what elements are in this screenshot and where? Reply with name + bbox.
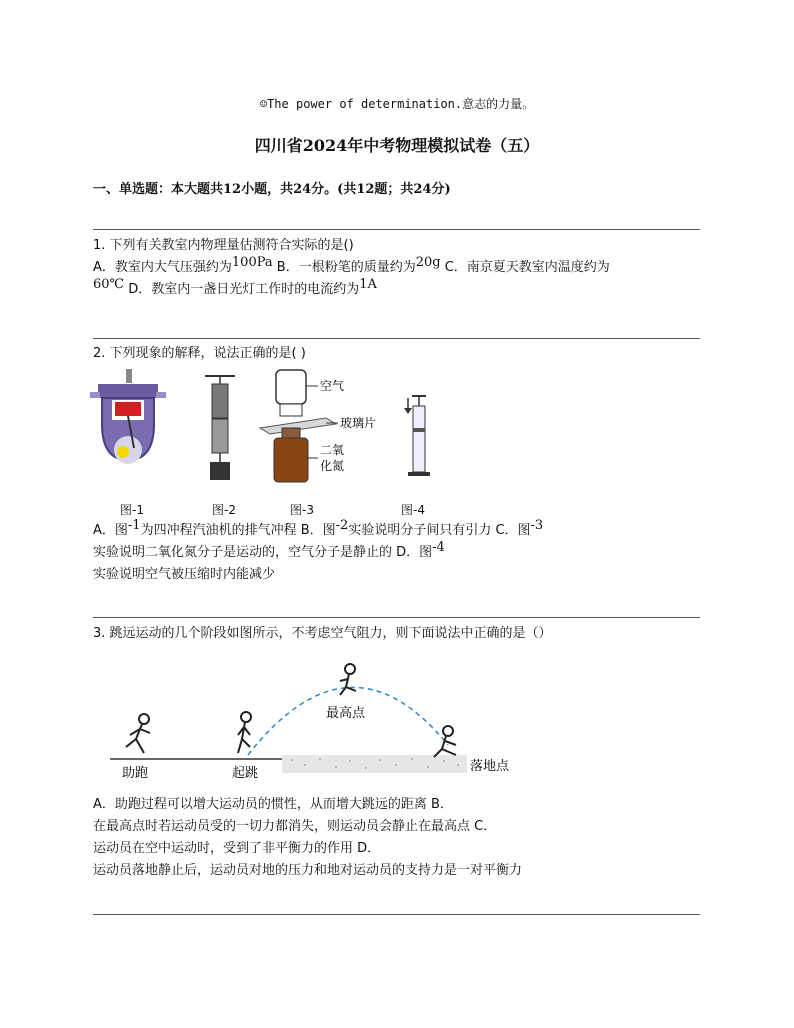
landing-label: 落地点 xyxy=(470,759,510,774)
engine-figure xyxy=(90,369,166,464)
option-b-text: B．一根粉笔的质量约为 xyxy=(272,260,416,275)
divider xyxy=(93,617,700,618)
question-1 xyxy=(93,235,703,301)
landing-figure xyxy=(434,726,456,757)
question-3-options-line-4: 运动员落地静止后，运动员对地的压力和地对运动员的支持力是一对平衡力 xyxy=(93,863,523,878)
run-label: 助跑 xyxy=(122,766,149,781)
trajectory-curve xyxy=(248,687,448,755)
peak-figure xyxy=(340,664,356,695)
question-2-stem: 2. 下列现象的解释，说法正确的是( ) xyxy=(93,346,306,361)
option-c-d-text: 实验说明二氧化氮分子是运动的，空气分子是静止的 D．图 xyxy=(93,545,433,560)
question-3 xyxy=(93,623,703,645)
value-current: 1A xyxy=(359,277,377,292)
fig-ref-4: -4 xyxy=(432,540,445,555)
question-3-options-line-3: 运动员在空中运动时，受到了非平衡力的作用 D． xyxy=(93,841,381,856)
fig-ref-2: -2 xyxy=(335,518,349,533)
page-title: 四川省2024年中考物理模拟试卷（五） xyxy=(254,136,540,155)
figure-3-label: 图-3 xyxy=(290,503,314,517)
question-1-stem: 1. 下列有关教室内物理量估测符合实际的是() xyxy=(93,238,354,253)
gas-diffusion-figure xyxy=(260,370,376,482)
fig-ref-3: -3 xyxy=(530,518,544,533)
motto-header: ☺The power of determination.意志的力量。 xyxy=(259,97,535,111)
question-2-options-line-3: 实验说明空气被压缩时内能减少 xyxy=(93,567,276,582)
question-2-figures xyxy=(90,366,460,496)
glass-plate-label: 玻璃片 xyxy=(340,416,377,430)
divider xyxy=(93,338,700,339)
takeoff-figure xyxy=(238,712,251,753)
question-3-options-line-1: A．助跑过程可以增大运动员的惯性，从而增大跳远的距离 B． xyxy=(93,797,453,812)
option-c-text: C．南京夏天教室内温度约为 xyxy=(440,260,610,275)
question-2-options xyxy=(93,520,703,586)
sand-pit xyxy=(282,755,467,773)
no2-label-line-2: 化氮 xyxy=(320,459,345,473)
compression-syringe-figure xyxy=(404,396,430,476)
takeoff-label: 起跳 xyxy=(232,766,259,781)
question-1-options-line-1 xyxy=(93,257,703,279)
no2-label-line-1: 二氧 xyxy=(320,443,345,457)
question-3-stem: 3. 跳远运动的几个阶段如图所示，不考虑空气阻力，则下面说法中正确的是（） xyxy=(93,626,552,641)
question-2-options-line-2 xyxy=(93,542,703,564)
figure-4-label: 图-4 xyxy=(401,503,425,517)
question-3-options xyxy=(93,794,703,882)
value-mass: 20g xyxy=(415,255,441,270)
option-d-text: D．教室内一盏日光灯工作时的电流约为 xyxy=(124,282,360,297)
air-label: 空气 xyxy=(320,379,345,393)
option-b-c-text: 实验说明分子间只有引力 C．图 xyxy=(348,523,531,538)
option-a-b-text: 为四冲程汽油机的排气冲程 B．图 xyxy=(140,523,336,538)
peak-label: 最高点 xyxy=(326,706,366,721)
value-temperature: 60℃ xyxy=(93,277,125,292)
question-2-options-line-1 xyxy=(93,520,703,542)
value-pressure: 100Pa xyxy=(231,255,273,270)
runner-figure xyxy=(126,714,150,753)
question-1-options-line-2 xyxy=(93,279,703,301)
figure-1-label: 图-1 xyxy=(120,503,144,517)
divider xyxy=(93,914,700,915)
fig-ref-1: -1 xyxy=(127,518,141,533)
option-a-prefix: A．图 xyxy=(93,523,128,538)
question-3-options-line-2: 在最高点时若运动员受的一切力都消失，则运动员会静止在最高点 C． xyxy=(93,819,497,834)
section-heading: 一、单选题：本大题共12小题，共24分。(共12题；共24分) xyxy=(93,182,451,197)
option-a-text: A．教室内大气压强约为 xyxy=(93,260,232,275)
lead-cylinders-figure xyxy=(205,376,235,480)
long-jump-figure xyxy=(100,655,540,785)
question-2 xyxy=(93,343,703,365)
divider xyxy=(93,229,700,230)
figure-2-label: 图-2 xyxy=(212,503,236,517)
